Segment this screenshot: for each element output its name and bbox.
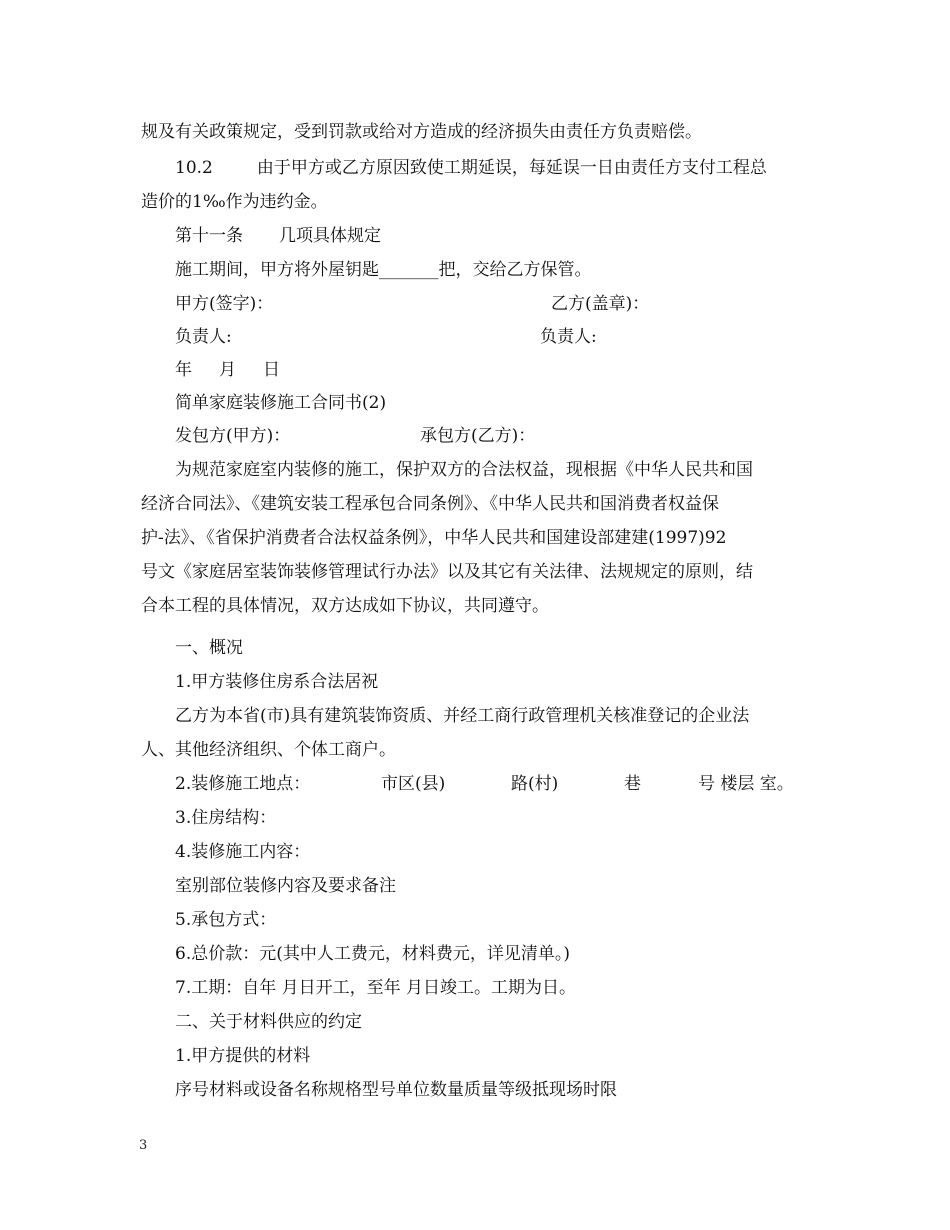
text-line: 人、其他经济组织、个体工商户。 <box>141 740 396 760</box>
date-month: 月 <box>219 360 236 380</box>
signature-party-b: 乙方(盖章)： <box>551 294 650 314</box>
article-heading <box>175 225 381 247</box>
address-road: 路(村) <box>511 774 559 794</box>
address-label: 2.装修施工地点： <box>175 774 311 794</box>
clause-number: 10.2 <box>175 158 213 178</box>
text-line: 7.工期：自年 月日开工，至年 月日竣工。工期为日。 <box>175 978 577 998</box>
text-line: 号文《家庭居室装饰装修管理试行办法》以及其它有关法律、法规规定的原则，结 <box>141 562 753 582</box>
address-line <box>175 773 310 795</box>
article-title: 几项具体规定 <box>279 226 381 246</box>
contractor-label: 承包方(乙方)： <box>420 426 536 446</box>
text-line: 经济合同法》、《建筑安装工程承包合同条例》、《中华人民共和国消费者权益保 <box>141 494 719 514</box>
text-line: 规及有关政策规定，受到罚款或给对方造成的经济损失由责任方负责赔偿。 <box>141 122 702 142</box>
text-line: 乙方为本省(市)具有建筑装饰资质、并经工商行政管理机关核准登记的企业法 <box>175 706 750 726</box>
text-line: 序号材料或设备名称规格型号单位数量质量等级抵现场时限 <box>175 1080 617 1100</box>
text-line: 合本工程的具体情况，双方达成如下协议，共同遵守。 <box>141 596 549 616</box>
date-line <box>175 359 280 381</box>
article-number: 第十一条 <box>175 226 243 246</box>
text-line: 1.甲方提供的材料 <box>175 1046 311 1066</box>
text-line: 6.总价款：元(其中人工费元，材料费元，详见清单。) <box>175 944 570 964</box>
address-lane: 巷 <box>624 774 641 794</box>
date-year: 年 <box>175 360 192 380</box>
party-line <box>175 425 290 447</box>
section-heading: 一、概况 <box>175 638 243 658</box>
employer-label: 发包方(甲方)： <box>175 426 291 446</box>
text-line: 3.住房结构： <box>175 808 277 828</box>
text-line: 造价的1‰作为违约金。 <box>141 192 328 212</box>
clause-text: 由于甲方或乙方原因致使工期延误，每延误一日由责任方支付工程总 <box>256 158 767 178</box>
text-line: 室别部位装修内容及要求备注 <box>175 876 396 896</box>
section-heading: 二、关于材料供应的约定 <box>175 1012 362 1032</box>
page-number: 3 <box>139 1138 148 1153</box>
text-line <box>175 157 767 179</box>
address-district: 市区(县) <box>381 774 446 794</box>
signature-party-a: 甲方(签字)： <box>175 294 274 314</box>
text-line: 5.承包方式： <box>175 910 277 930</box>
contract-title: 简单家庭装修施工合同书(2) <box>175 393 387 413</box>
responsible-person-a: 负责人: <box>175 327 232 347</box>
responsible-person-b: 负责人: <box>540 327 597 347</box>
text-line: 1.甲方装修住房系合法居祝 <box>175 672 379 692</box>
text-line: 4.装修施工内容： <box>175 842 311 862</box>
text-line: 护-法》、《省保护消费者合法权益条例》，中华人民共和国建设部建建(1997)92 <box>141 528 727 548</box>
text-line: 为规范家庭室内装修的施工，保护双方的合法权益，现根据《中华人民共和国 <box>175 460 753 480</box>
text-line: 施工期间，甲方将外屋钥匙_______把，交给乙方保管。 <box>175 260 592 280</box>
date-day: 日 <box>263 360 280 380</box>
address-number: 号 楼层 室。 <box>698 774 794 794</box>
